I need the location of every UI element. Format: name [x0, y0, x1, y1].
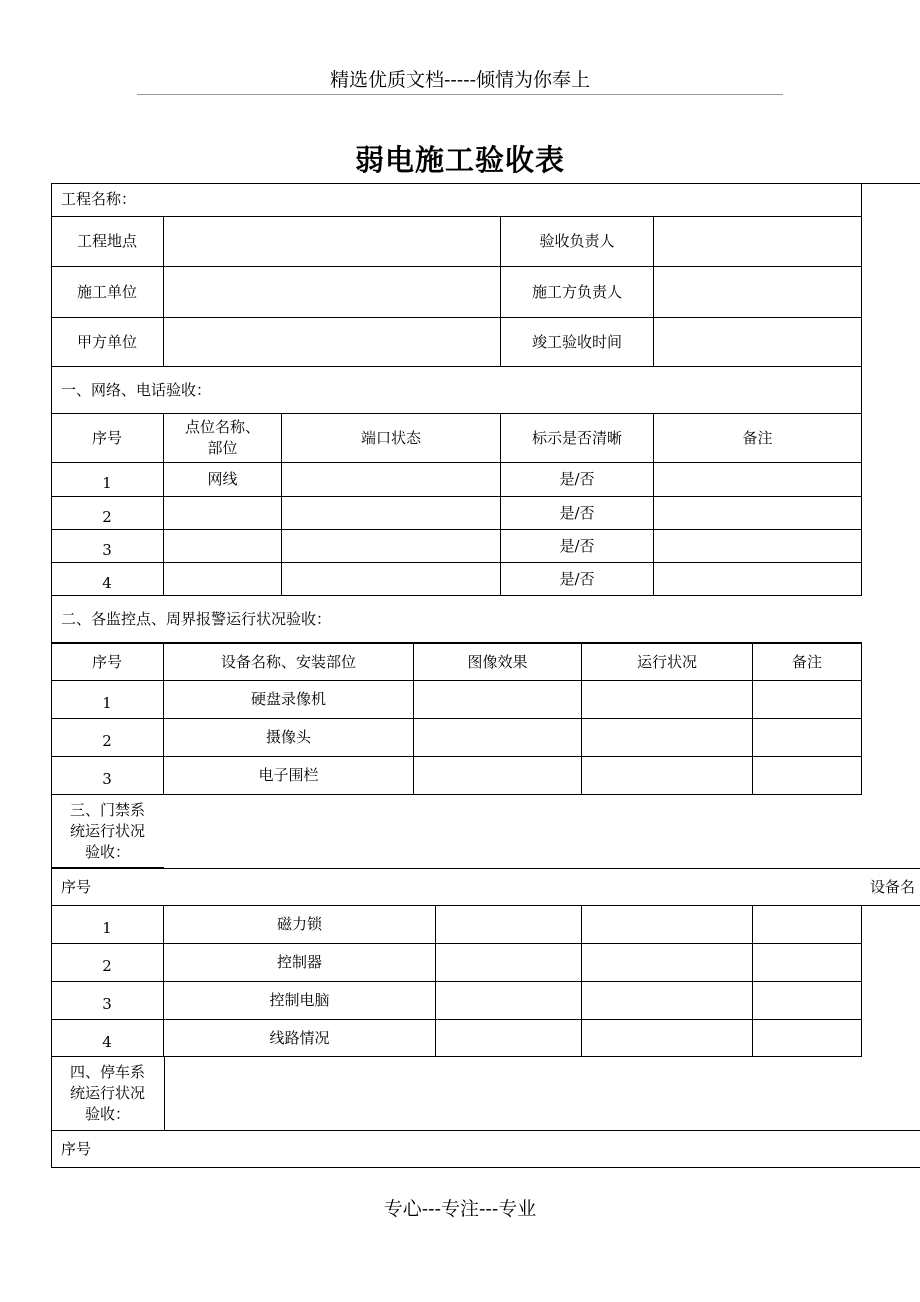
- s3-row3-cell3[interactable]: [436, 982, 582, 1020]
- section2-heading: 二、各监控点、周界报警运行状况验收：: [51, 596, 862, 643]
- s3-row1-cell3[interactable]: [436, 906, 582, 944]
- s2-col-image: 图像效果: [414, 643, 582, 681]
- s3-row3-no: 3: [51, 982, 164, 1020]
- s1-row4-remarks[interactable]: [654, 563, 862, 596]
- document-title: 弱电施工验收表: [354, 143, 565, 177]
- section4-heading: 四、停车系统运行状况验收：: [51, 1057, 165, 1131]
- location-label: 工程地点: [51, 217, 164, 267]
- s3-row3-cell4[interactable]: [582, 982, 753, 1020]
- s1-row2-remarks[interactable]: [654, 497, 862, 530]
- s1-row3-port[interactable]: [282, 530, 501, 563]
- s1-col-label-clear: 标示是否清晰: [501, 414, 654, 463]
- s3-row1-no: 1: [51, 906, 164, 944]
- s3-row1-cell5[interactable]: [753, 906, 862, 944]
- s1-row3-no: 3: [51, 530, 164, 563]
- s3-row4-no: 4: [51, 1020, 164, 1057]
- s1-col-remarks: 备注: [654, 414, 862, 463]
- s2-row1-device: 硬盘录像机: [164, 681, 414, 719]
- s2-row3-status[interactable]: [582, 757, 753, 795]
- s1-row2-yesno: 是/否: [501, 497, 654, 530]
- construction-unit-value[interactable]: [164, 267, 501, 318]
- s2-row2-status[interactable]: [582, 719, 753, 757]
- s1-row2-port[interactable]: [282, 497, 501, 530]
- s1-row3-remarks[interactable]: [654, 530, 862, 563]
- s3-row4-cell4[interactable]: [582, 1020, 753, 1057]
- page-footer: 专心---专注---专业: [383, 1198, 537, 1220]
- s1-row2-no: 2: [51, 497, 164, 530]
- s3-col-no: 序号: [51, 868, 920, 906]
- s3-row2-cell4[interactable]: [582, 944, 753, 982]
- page-header: 精选优质文档-----倾情为你奉上: [329, 69, 591, 91]
- s2-row1-remarks[interactable]: [753, 681, 862, 719]
- s2-row2-no: 2: [51, 719, 164, 757]
- s2-row2-remarks[interactable]: [753, 719, 862, 757]
- header-divider: [137, 94, 783, 95]
- s2-row1-status[interactable]: [582, 681, 753, 719]
- s1-row4-name: [164, 563, 282, 596]
- contractor-lead-label: 施工方负责人: [501, 267, 654, 318]
- s1-row1-port[interactable]: [282, 463, 501, 497]
- acceptance-lead-label: 验收负责人: [501, 217, 654, 267]
- s1-row4-no: 4: [51, 563, 164, 596]
- s2-row3-no: 3: [51, 757, 164, 795]
- section3-heading: 三、门禁系统运行状况验收：: [51, 795, 164, 868]
- s3-row2-device: 控制器: [164, 944, 436, 982]
- s2-row2-device: 摄像头: [164, 719, 414, 757]
- s3-row4-cell3[interactable]: [436, 1020, 582, 1057]
- construction-unit-label: 施工单位: [51, 267, 164, 318]
- s1-row1-no: 1: [51, 463, 164, 497]
- client-unit-value[interactable]: [164, 318, 501, 367]
- s2-row1-no: 1: [51, 681, 164, 719]
- s2-col-status: 运行状况: [582, 643, 753, 681]
- s1-row3-yesno: 是/否: [501, 530, 654, 563]
- s3-row2-cell3[interactable]: [436, 944, 582, 982]
- s2-col-device: 设备名称、安装部位: [164, 643, 414, 681]
- s3-row1-cell4[interactable]: [582, 906, 753, 944]
- s2-row1-image[interactable]: [414, 681, 582, 719]
- s1-row1-name: 网线: [164, 463, 282, 497]
- s2-row3-remarks[interactable]: [753, 757, 862, 795]
- s2-col-remarks: 备注: [753, 643, 862, 681]
- s1-row2-name: [164, 497, 282, 530]
- s2-row3-image[interactable]: [414, 757, 582, 795]
- location-value[interactable]: [164, 217, 501, 267]
- section4-heading-blank: [165, 1057, 920, 1131]
- s1-row4-port[interactable]: [282, 563, 501, 596]
- s1-col-no: 序号: [51, 414, 164, 463]
- project-name-row: 工程名称：: [51, 183, 862, 217]
- contractor-lead-value[interactable]: [654, 267, 862, 318]
- s1-col-port-status: 端口状态: [282, 414, 501, 463]
- section1-heading: 一、网络、电话验收：: [51, 367, 862, 414]
- s3-row4-cell5[interactable]: [753, 1020, 862, 1057]
- s2-row2-image[interactable]: [414, 719, 582, 757]
- acceptance-lead-value[interactable]: [654, 217, 862, 267]
- s2-row3-device: 电子围栏: [164, 757, 414, 795]
- s3-row3-device: 控制电脑: [164, 982, 436, 1020]
- s4-col-no: 序号: [51, 1131, 920, 1168]
- s3-row1-device: 磁力锁: [164, 906, 436, 944]
- s3-row2-cell5[interactable]: [753, 944, 862, 982]
- s3-row3-cell5[interactable]: [753, 982, 862, 1020]
- s1-row1-yesno: 是/否: [501, 463, 654, 497]
- s1-col-point-name: 点位名称、部位: [164, 414, 282, 463]
- s3-row4-device: 线路情况: [164, 1020, 436, 1057]
- client-unit-label: 甲方单位: [51, 318, 164, 367]
- completion-time-value[interactable]: [654, 318, 862, 367]
- s1-row1-remarks[interactable]: [654, 463, 862, 497]
- completion-time-label: 竣工验收时间: [501, 318, 654, 367]
- s1-row3-name: [164, 530, 282, 563]
- s3-row2-no: 2: [51, 944, 164, 982]
- s2-col-no: 序号: [51, 643, 164, 681]
- s1-row4-yesno: 是/否: [501, 563, 654, 596]
- s3-col-device: 设备名: [870, 878, 916, 896]
